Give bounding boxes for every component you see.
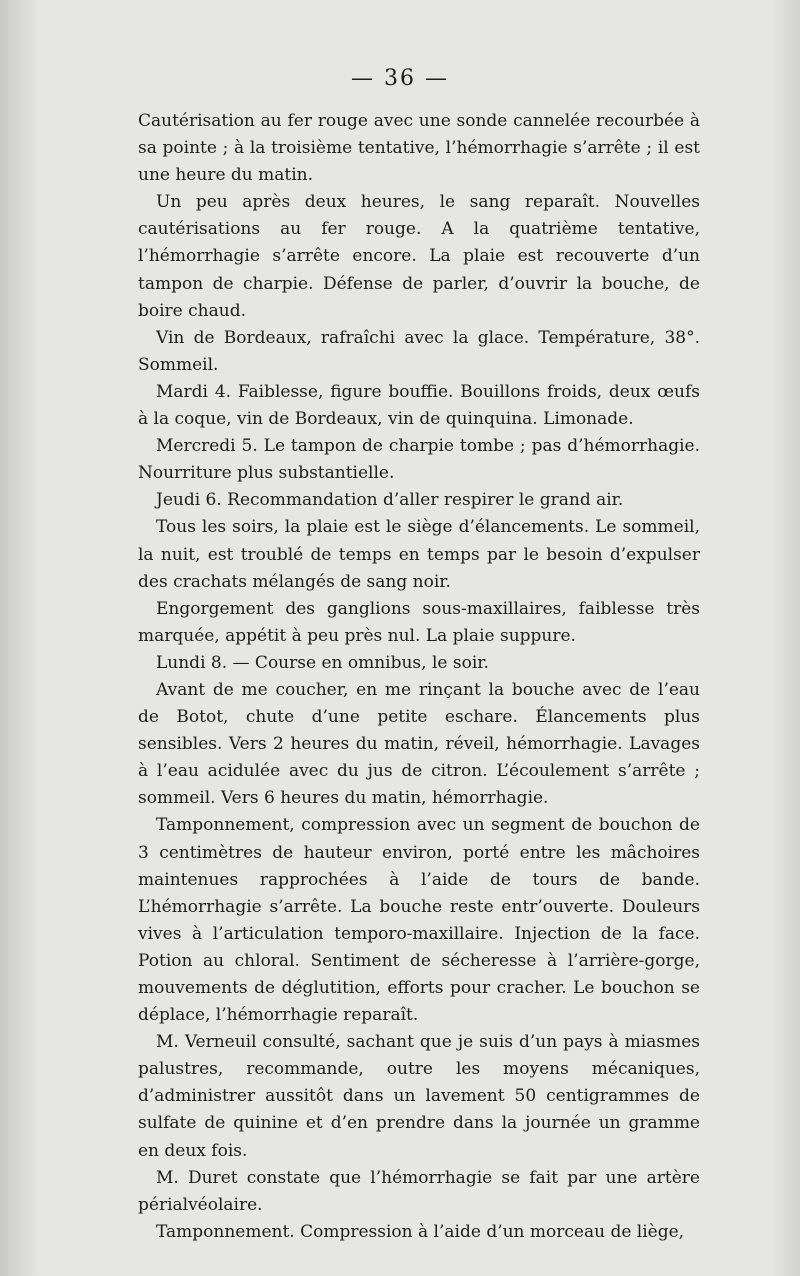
paragraph: Avant de me coucher, en me rinçant la bouche avec de l’eau de Botot, chute d’une petite eschare. Élancements plus sensibles. Vers 2 heures du matin, réveil, hémorrhagie. Lavages à l’eau acidulée avec du jus de citron. L’écoulement s’arrête ; sommeil. Vers 6 heures du matin, hémorrhagie. <box>138 679 700 809</box>
paragraph: Engorgement des ganglions sous-maxillaires, faiblesse très marquée, appétit à peu près nul. La plaie suppure. <box>138 598 700 646</box>
paragraph: M. Verneuil consulté, sachant que je suis d’un pays à miasmes palustres, recommande, outre les moyens mécaniques, d’administrer aussitôt dans un lavement 50 centigrammes de sulfate de quinine et d’en prendre dans la journée un gramme en deux fois. <box>138 1032 700 1161</box>
paragraph: M. Duret constate que l’hémorrhagie se fait par une artère périalvéolaire. <box>138 1167 700 1215</box>
paragraph: Tamponnement. Compression à l’aide d’un morceau de liège, <box>156 1221 685 1242</box>
paragraph: Tous les soirs, la plaie est le siège d’élancements. Le sommeil, la nuit, est troublé de temps en temps par le besoin d’expulser des crachats mélangés de sang noir. <box>138 517 700 592</box>
paragraph: Lundi 8. — Course en omnibus, le soir. <box>156 652 489 673</box>
paragraph: Jeudi 6. Recommandation d’aller respirer le grand air. <box>156 490 624 511</box>
paragraph: Cautérisation au fer rouge avec une sonde cannelée recourbée à sa pointe ; à la troisième tentative, l’hémorrhagie s’arrête ; il est une heure du matin. <box>138 111 700 186</box>
paragraph: Mercredi 5. Le tampon de charpie tombe ; pas d’hémorrhagie. Nourriture plus substantielle. <box>138 436 700 484</box>
paragraph: Mardi 4. Faiblesse, figure bouffie. Bouillons froids, deux œufs à la coque, vin de Bordeaux, vin de quinquina. Limonade. <box>138 381 700 430</box>
page-number: — 36 — <box>351 66 449 91</box>
paragraph: Tamponnement, compression avec un segment de bouchon de 3 centimètres de hauteur environ, porté entre les mâchoires maintenues rapprochées à l’aide de tours de bande. L’hémorrhagie s’arrête. La bouche reste entr’ouverte. Douleurs vives à l’articulation temporo-maxillaire. Injection de la face. Potion au chloral. Sentiment de sécheresse à l’arrière-gorge, mouvements de déglutition, efforts pour cracher. Le bouchon se déplace, l’hémorrhagie reparaît. <box>138 815 700 1026</box>
paragraph: Vin de Bordeaux, rafraîchi avec la glace. Température, 38°. Sommeil. <box>138 327 700 375</box>
body-text <box>138 108 700 1246</box>
paragraph: Un peu après deux heures, le sang reparaît. Nouvelles cautérisations au fer rouge. A la quatrième tentative, l’hémorrhagie s’arrête encore. La plaie est recouverte d’un tampon de charpie. Défense de parler, d’ouvrir la bouche, de boire chaud. <box>138 192 700 321</box>
